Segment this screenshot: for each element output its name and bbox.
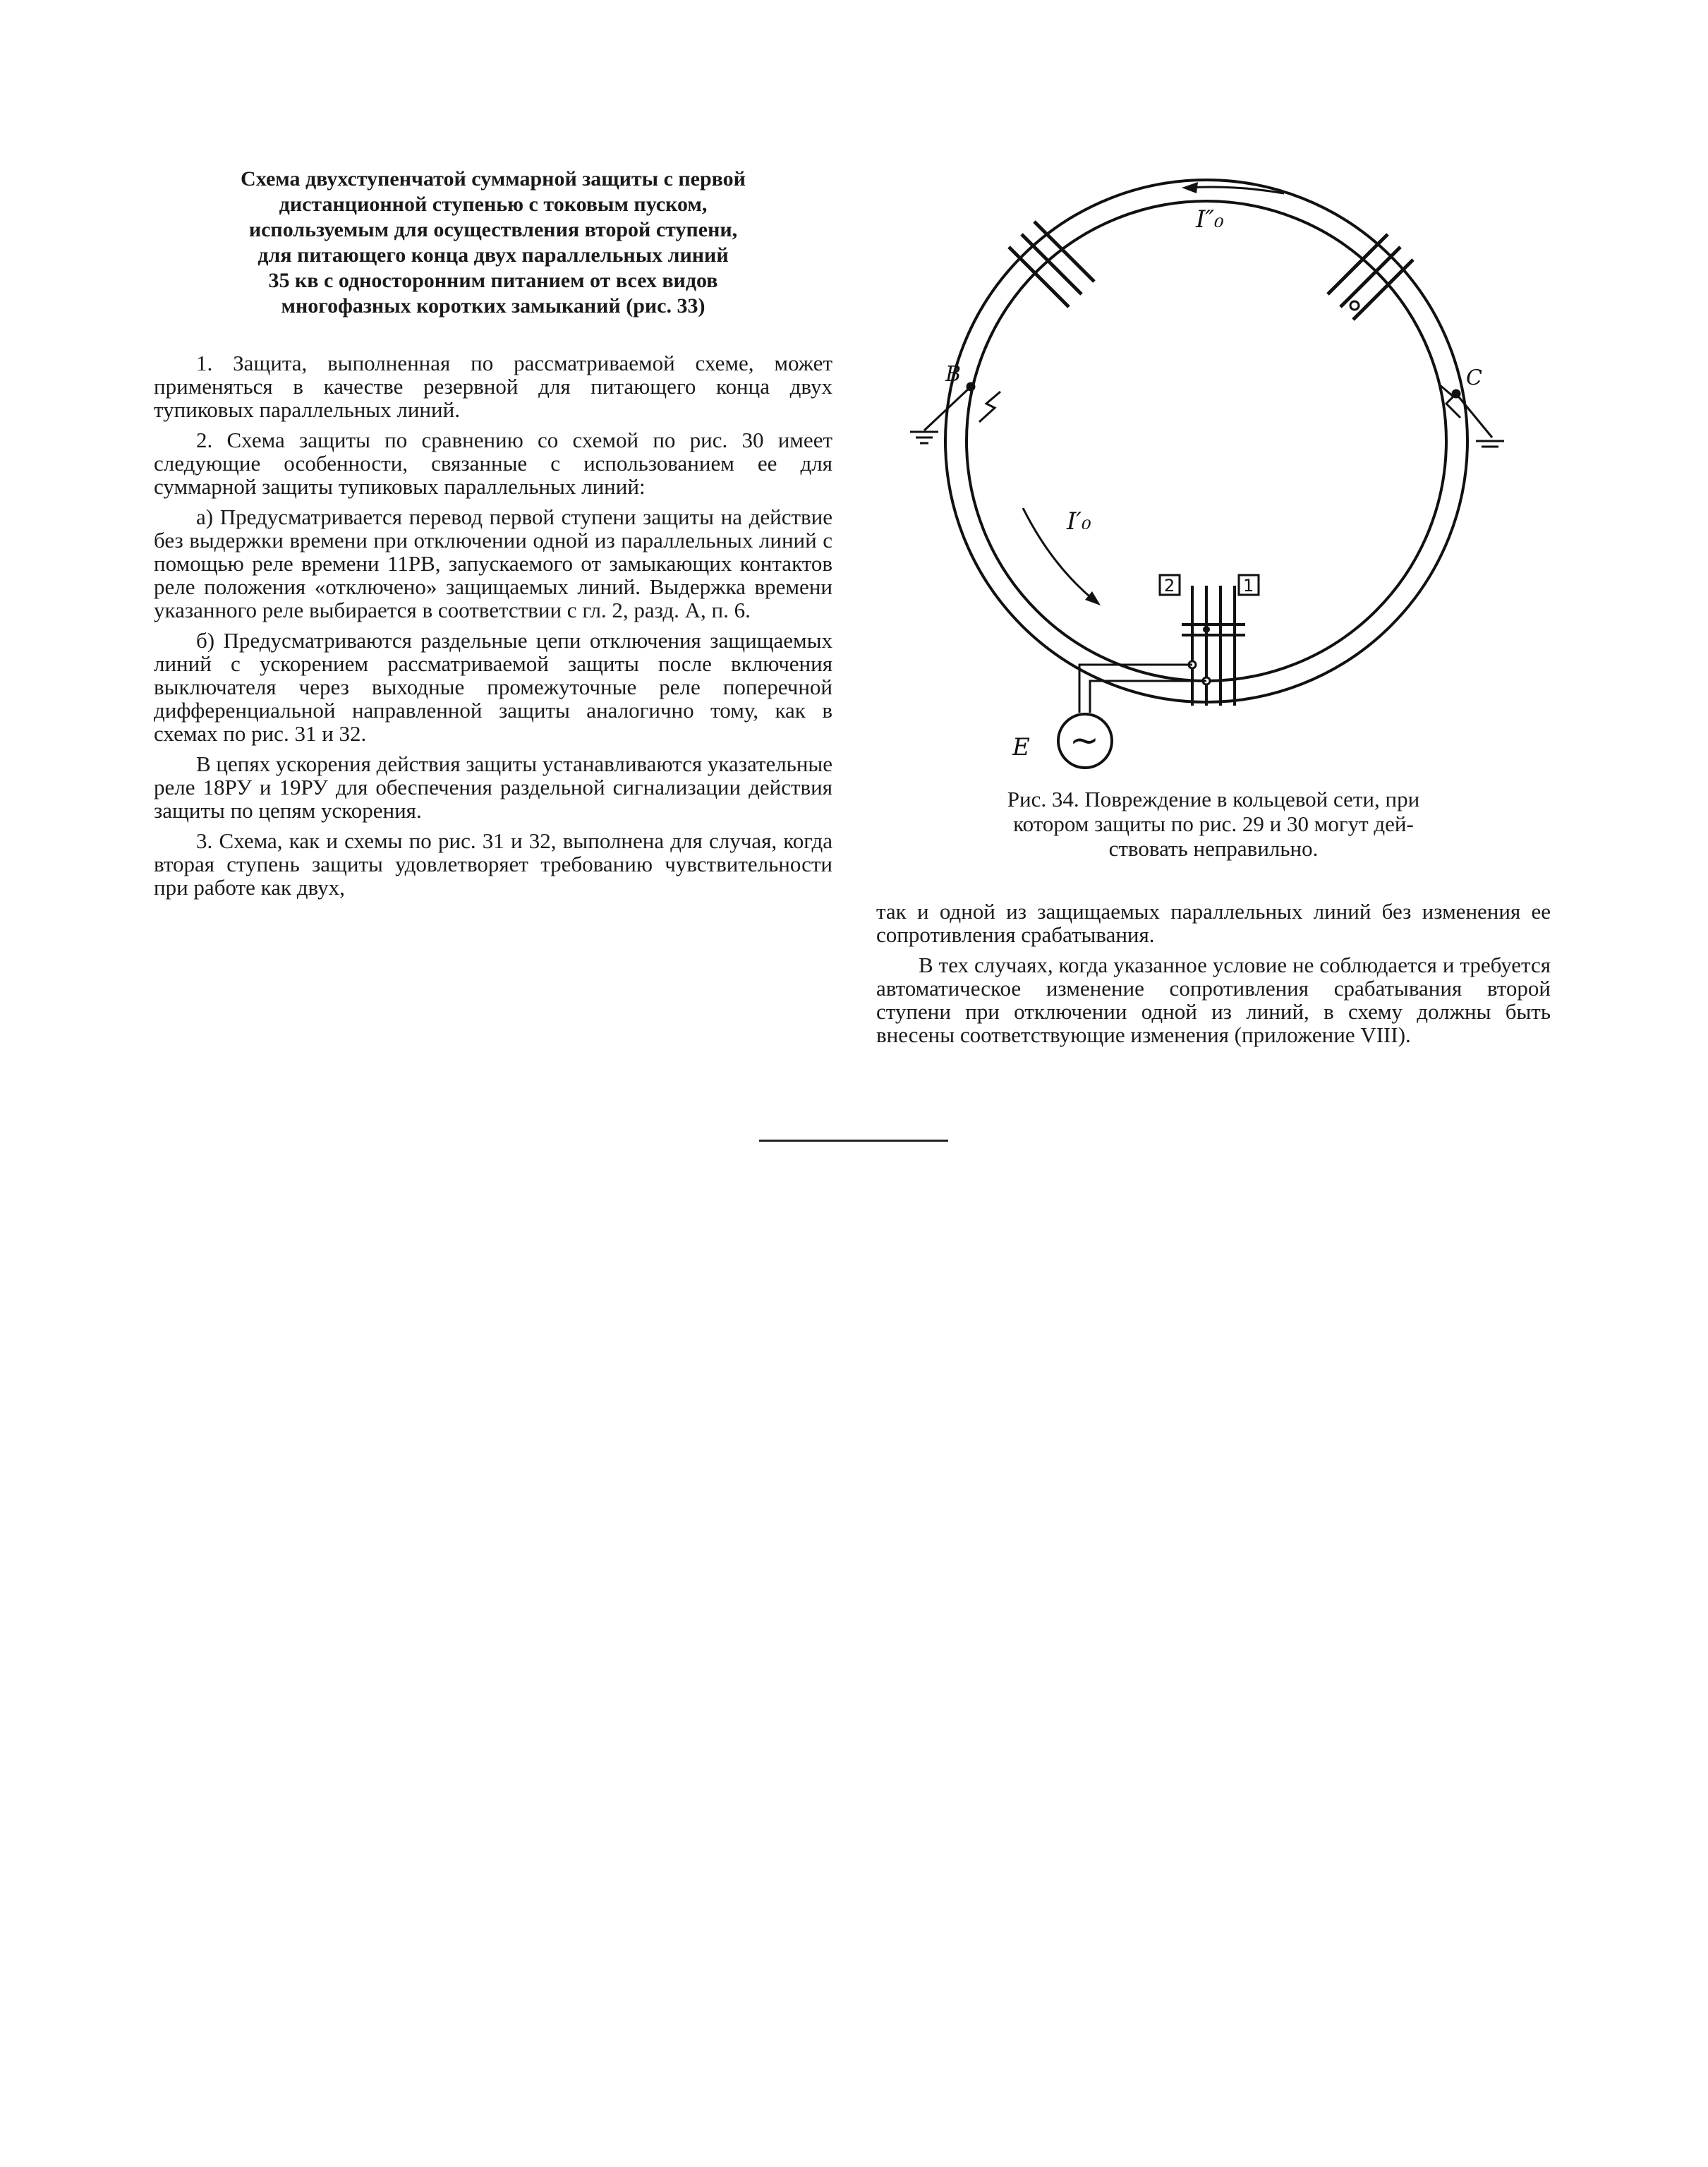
paragraph-2b: б) Предусматриваются раздельные цепи отключения защищаемых линий с ускорением рассматриваемой защиты после включения выключателя через выходные промежуточные реле поперечной дифференциальной направленной защиты аналогично тому, как в схемах по рис. 31 и 32. <box>154 628 832 746</box>
paragraph-2: 2. Схема защиты по сравнению со схемой по рис. 30 имеет следующие особенности, связанные с использованием ее для суммарной защиты тупиковых параллельных линий: <box>154 428 832 499</box>
fault-c-symbol <box>1439 385 1504 447</box>
caption-line: котором защиты по рис. 29 и 30 могут дей- <box>1013 811 1414 836</box>
section-heading <box>154 167 832 319</box>
label-i0-double: I″₀ <box>1196 205 1224 234</box>
caption-line: Рис. 34. Повреждение в кольцевой сети, при <box>1007 787 1420 811</box>
bus-junction-dot <box>1203 626 1210 633</box>
generator-tilde: ~ <box>1070 720 1099 761</box>
paragraph-acceleration: В цепях ускорения действия защиты устанавливаются указательные реле 18РУ и 19РУ для обеспечения раздельной сигнализации действия защиты по цепям ускорения. <box>154 751 832 823</box>
label-fault-c: С <box>1466 366 1482 390</box>
ring-network-figure <box>903 141 1552 783</box>
fault-b-symbol <box>910 383 1000 443</box>
breaker-marks-upper-right <box>1328 234 1413 320</box>
paragraph-3: 3. Схема, как и схемы по рис. 31 и 32, выполнена для случая, когда вторая ступень защиты удовлетворяет требованию чувствительности при работе как двух, <box>154 828 832 900</box>
heading-line: используемым для осуществления второй ступени, <box>248 218 738 241</box>
figure-caption <box>917 787 1510 861</box>
label-fault-b: В <box>945 362 962 387</box>
heading-line: дистанционной ступенью с токовым пуском, <box>279 193 708 216</box>
paragraph-2a: а) Предусматривается перевод первой ступени защиты на действие без выдержки времени при отключении одной из параллельных линий с помощью реле времени 11РВ, запускаемого от замыкающих контактов реле положения «отключено» защищаемых линий. Выдержка времени указанного реле выбирается в соответствии с гл. 2, разд. А, п. 6. <box>154 505 832 622</box>
heading-line: 35 кв с односторонним питанием от всех видов <box>268 269 718 292</box>
left-column <box>154 167 832 906</box>
box-line-1-label: 1 <box>1243 576 1254 596</box>
paragraph-continuation: так и одной из защищаемых параллельных линий без изменения ее сопротивления срабатывания. <box>876 899 1551 947</box>
breaker-marks-upper-left <box>1009 222 1094 307</box>
heading-line: для питающего конца двух параллельных линий <box>258 243 729 267</box>
label-i0-single: I′₀ <box>1067 507 1091 536</box>
section-end-rule <box>759 1140 948 1142</box>
heading-line: многофазных коротких замыканий (рис. 33) <box>281 294 705 318</box>
right-column <box>876 900 1551 1054</box>
paragraph-note: В тех случаях, когда указанное условие не соблюдается и требуется автоматическое изменение сопротивления срабатывания второй ступени при отключении одной из линий, в схему должны быть внесены соответствующие изменения (приложение VIII). <box>876 953 1551 1047</box>
box-line-2-label: 2 <box>1164 576 1175 596</box>
paragraph-1: 1. Защита, выполненная по рассматриваемой схеме, может применяться в качестве резервной для питающего конца двух тупиковых параллельных линий. <box>154 351 832 422</box>
substation-breakers <box>1182 586 1245 706</box>
label-e: E <box>1012 733 1030 761</box>
junction-dot <box>1350 301 1359 310</box>
caption-line: ствовать неправильно. <box>1108 836 1319 861</box>
heading-line: Схема двухступенчатой суммарной защиты с первой <box>241 167 746 191</box>
